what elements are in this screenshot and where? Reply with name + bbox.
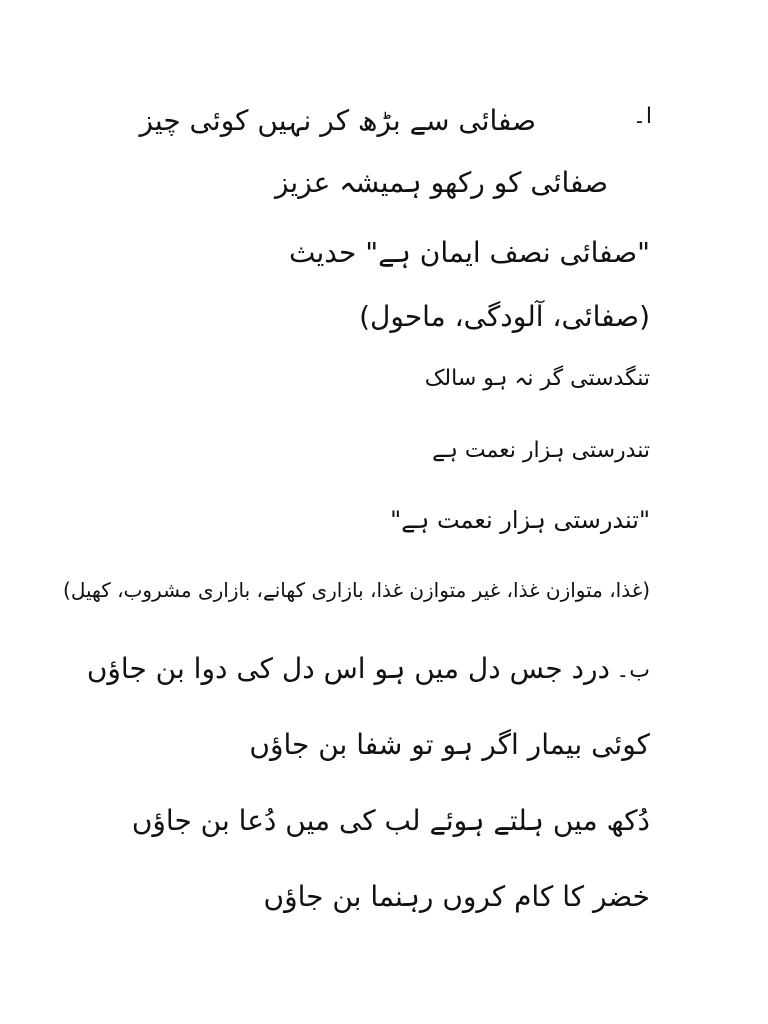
text-line: تنگدستی گر نہ ہو سالک [424, 366, 650, 391]
item-marker-alif: ا۔ [632, 104, 652, 129]
text-line: (صفائی، آلودگی، ماحول) [359, 300, 650, 333]
text-line: تندرستی ہزار نعمت ہے [432, 438, 650, 463]
text-line: (غذا، متوازن غذا، غیر متوازن غذا، بازاری کھانے، بازاری مشروب، کھیل) [63, 578, 650, 602]
text-line: خضر کا کام کروں رہنما بن جاؤں [263, 880, 650, 913]
text-line: صفائی کو رکھو ہمیشہ عزیز [274, 166, 608, 199]
text-line: "صفائی نصف ایمان ہے" حدیث [289, 236, 650, 269]
text-line: کوئی بیمار اگر ہو تو شفا بن جاؤں [249, 728, 650, 761]
text-line: "تندرستی ہزار نعمت ہے" [390, 506, 650, 534]
text-line: صفائی سے بڑھ کر نہیں کوئی چیز [139, 104, 536, 137]
item-marker-bay: ب۔ [616, 658, 650, 683]
text-line: درد جس دل میں ہو اس دل کی دوا بن جاؤں [86, 652, 610, 685]
text-line: دُکھ میں ہلتے ہوئے لب کی میں دُعا بن جاؤں [131, 804, 650, 837]
